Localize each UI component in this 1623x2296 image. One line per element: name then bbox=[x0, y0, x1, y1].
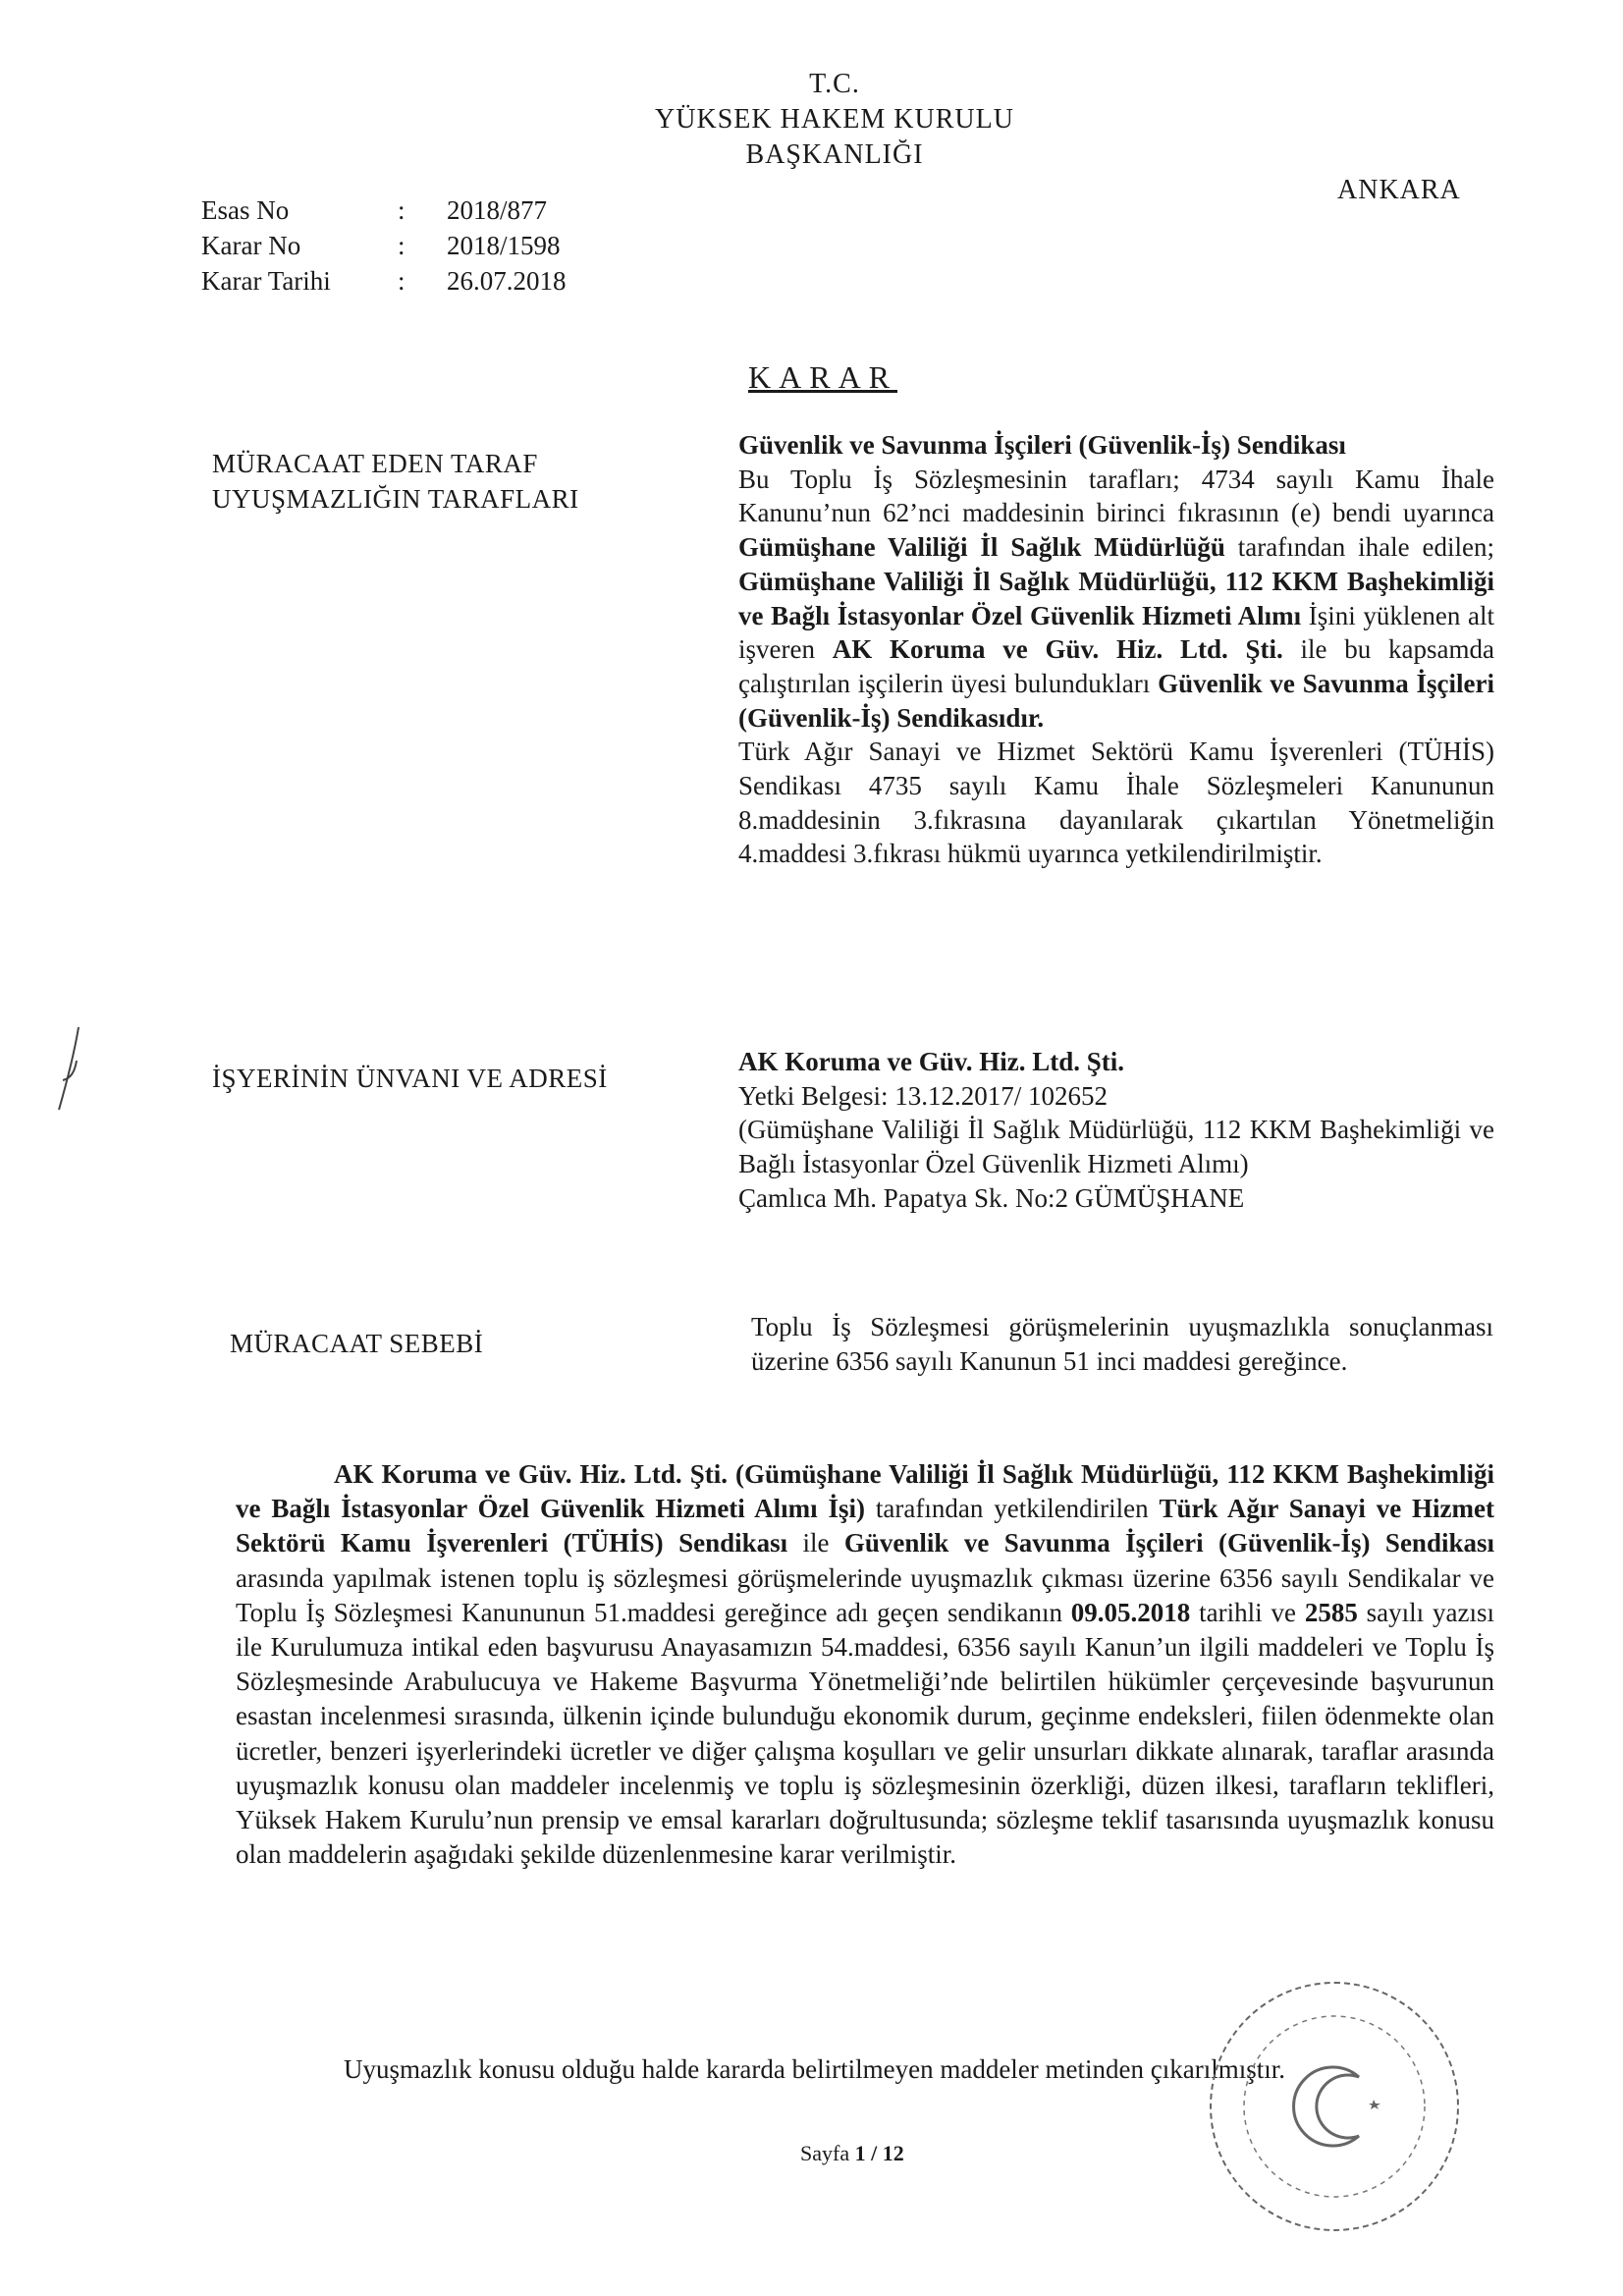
applicant-name: Güvenlik ve Savunma İşçileri (Güvenlik-İş) Sendikası bbox=[738, 430, 1346, 460]
workplace-address: Çamlıca Mh. Papatya Sk. No:2 GÜMÜŞHANE bbox=[738, 1182, 1245, 1213]
document-title: KARAR bbox=[748, 359, 898, 395]
label-reason: MÜRACAAT SEBEBİ bbox=[230, 1329, 484, 1358]
workplace-description: (Gümüşhane Valiliği İl Sağlık Müdürlüğü, 112 KKM Başhekimliği ve Bağlı İstasyonlar Özel Güvenlik Hizmeti Alımı) bbox=[738, 1115, 1494, 1179]
meta-separator: : bbox=[398, 231, 406, 260]
footer-separator: / bbox=[871, 2141, 878, 2165]
seal-crescent-icon bbox=[1212, 1984, 1457, 2229]
tuhis-paragraph: Türk Ağır Sanayi ve Hizmet Sektörü Kamu İşverenleri (TÜHİS) Sendikası 4735 sayılı Kamu İhale Sözleşmeleri Kanununun 8.maddesinin 3.fıkrasına dayanılarak çıkartılan Yönetmeliğin 4.maddesi 3.fıkrası hükmü uyarınca yetkilendirilmiştir. bbox=[738, 737, 1494, 869]
meta-karar-value: 2018/1598 bbox=[447, 231, 561, 260]
parties-paragraph: Bu Toplu İş Sözleşmesinin tarafları; 4734 sayılı Kamu İhale Kanunu’nun 62’nci maddesinin birinci fıkrasının (e) bendi uyarınca Gümüşhane Valiliği İl Sağlık Müdürlüğü tarafından ihale edilen; Gümüşhane Valiliği İl Sağlık Müdürlüğü, 112 KKM Başhekimliği ve Bağlı İstasyonlar Özel Güvenlik Hizmeti Alımı İşini yüklenen alt işveren AK Koruma ve Güv. Hiz. Ltd. Şti. ile bu kapsamda çalıştırılan işçilerin üyesi bulundukları Güvenlik ve Savunma İşçileri (Güvenlik-İş) Sendikasıdır. bbox=[738, 464, 1495, 733]
label-parties: UYUŞMAZLIĞIN TARAFLARI bbox=[212, 484, 579, 514]
reason-text: Toplu İş Sözleşmesi görüşmelerinin uyuşmazlıkla sonuçlanması üzerine 6356 sayılı Kanunun 51 inci maddesi gereğince. bbox=[751, 1312, 1493, 1376]
section-parties bbox=[738, 428, 1494, 871]
handwritten-mark bbox=[45, 1021, 94, 1120]
meta-esas-row bbox=[201, 192, 567, 228]
workplace-name: AK Koruma ve Güv. Hiz. Ltd. Şti. bbox=[738, 1047, 1125, 1076]
official-seal bbox=[1210, 1982, 1459, 2231]
workplace-license: Yetki Belgesi: 13.12.2017/ 102652 bbox=[738, 1080, 1109, 1111]
case-meta bbox=[201, 192, 567, 299]
label-applicant: MÜRACAAT EDEN TARAF bbox=[212, 449, 538, 478]
header-tc: T.C. bbox=[809, 69, 860, 99]
footer-current-page: 1 bbox=[854, 2141, 866, 2165]
header-department: BAŞKANLIĞI bbox=[745, 139, 924, 170]
meta-karar-row bbox=[201, 228, 567, 263]
meta-karar-label: Karar No bbox=[201, 231, 301, 260]
meta-tarih-value: 26.07.2018 bbox=[447, 266, 567, 296]
section-workplace bbox=[738, 1045, 1494, 1216]
meta-esas-value: 2018/877 bbox=[447, 195, 548, 225]
label-workplace: İŞYERİNİN ÜNVANI VE ADRESİ bbox=[212, 1064, 608, 1093]
meta-separator: : bbox=[398, 266, 406, 296]
closing-paragraph: Uyuşmazlık konusu olduğu halde kararda belirtilmeyen maddeler metinden çıkarılmıştır. bbox=[344, 2054, 1285, 2084]
page-footer bbox=[800, 2141, 904, 2166]
meta-tarih-row bbox=[201, 263, 567, 299]
meta-esas-label: Esas No bbox=[201, 195, 290, 225]
header-institution: YÜKSEK HAKEM KURULU bbox=[655, 104, 1014, 135]
meta-tarih-label: Karar Tarihi bbox=[201, 266, 331, 296]
footer-total-pages: 12 bbox=[882, 2141, 904, 2165]
meta-separator: : bbox=[398, 195, 406, 225]
footer-label: Sayfa bbox=[800, 2141, 850, 2165]
header-city: ANKARA bbox=[1337, 175, 1461, 205]
document-header bbox=[491, 67, 1178, 173]
decision-paragraph: AK Koruma ve Güv. Hiz. Ltd. Şti. (Gümüşhane Valiliği İl Sağlık Müdürlüğü, 112 KKM Başhekimliği ve Bağlı İstasyonlar Özel Güvenlik Hizmeti Alımı İşi) tarafından yetkilendirilen Türk Ağır Sanayi ve Hizmet Sektörü Kamu İşverenleri (TÜHİS) Sendikası ile Güvenlik ve Savunma İşçileri (Güvenlik-İş) Sendikası arasında yapılmak istenen toplu iş sözleşmesi görüşmelerinde uyuşmazlık çıkması üzerine 6356 sayılı Sendikalar ve Toplu İş Sözleşmesi Kanununun 51.maddesi gereğince adı geçen sendikanın 09.05.2018 tarihli ve 2585 sayılı yazısı ile Kurulumuza intikal eden başvurusu Anayasamızın 54.maddesi, 6356 sayılı Kanun’un ilgili maddeleri ve Toplu İş Sözleşmesinde Arabulucuya ve Hakeme Başvurma Yönetmeliği’nde belirtilen hükümler çerçevesinde başvurunun esastan incelenmesi sırasında, ülkenin içinde bulunduğu ekonomik durum, geçinme endeksleri, fiilen ödenmekte olan ücretler, benzeri işyerlerindeki ücretler ve diğer çalışma koşulları ve gelir unsurları dikkate alınarak, taraflar arasında uyuşmazlık konusu olan maddeler incelenmiş ve toplu iş sözleşmesinin özerkliği, düzen ilkesi, tarafların teklifleri, Yüksek Hakem Kurulu’nun prensip ve emsal kararları doğrultusunda; sözleşme teklif tasarısında uyuşmazlık konusu olan maddelerin aşağıdaki şekilde düzenlenmesine karar verilmiştir. bbox=[236, 1459, 1494, 1870]
